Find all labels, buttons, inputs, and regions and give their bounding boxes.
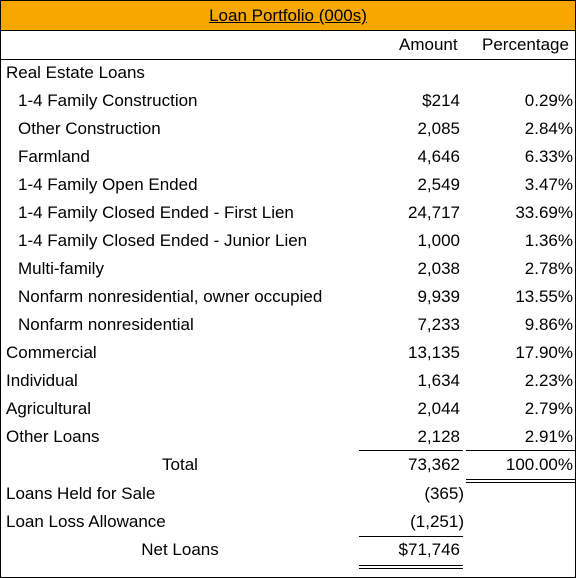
row-percentage: 1.36% xyxy=(524,231,573,250)
row-amount: 4,646 xyxy=(417,147,460,166)
table-row xyxy=(1,395,575,423)
row-label: Multi-family xyxy=(18,259,104,278)
loss-allowance-amount: (1,251) xyxy=(410,512,464,531)
row-percentage: 6.33% xyxy=(524,147,573,166)
row-label: 1-4 Family Construction xyxy=(18,91,198,110)
row-amount: 2,085 xyxy=(417,119,460,138)
row-amount: 9,939 xyxy=(417,287,460,306)
table-row xyxy=(1,339,575,367)
row-amount: 2,044 xyxy=(417,399,460,418)
table-row xyxy=(1,199,575,227)
net-loans-label: Net Loans xyxy=(141,540,219,559)
row-amount: 2,549 xyxy=(417,175,460,194)
row-percentage: 2.23% xyxy=(524,371,573,390)
row-label: 1-4 Family Closed Ended - Junior Lien xyxy=(18,231,308,250)
row-percentage: 3.47% xyxy=(524,175,573,194)
table-title-bar xyxy=(1,1,575,31)
row-percentage: 2.78% xyxy=(524,259,573,278)
row-label: Farmland xyxy=(18,147,90,166)
table-row xyxy=(1,311,575,339)
row-label: Real Estate Loans xyxy=(6,63,145,82)
net-loans-row xyxy=(1,536,575,564)
loss-allowance-label: Loan Loss Allowance xyxy=(6,512,166,531)
row-amount: 2,128 xyxy=(417,427,460,446)
row-label: 1-4 Family Closed Ended - First Lien xyxy=(18,203,294,222)
held-for-sale-row xyxy=(1,480,575,508)
row-label: Commercial xyxy=(6,343,97,362)
table-row xyxy=(1,227,575,255)
row-amount: 2,038 xyxy=(417,259,460,278)
table-row xyxy=(1,423,575,451)
row-amount: 1,634 xyxy=(417,371,460,390)
total-label: Total xyxy=(162,455,198,474)
row-percentage: 33.69% xyxy=(515,203,573,222)
held-for-sale-amount: (365) xyxy=(424,484,464,503)
table-row xyxy=(1,115,575,143)
total-percentage: 100.00% xyxy=(505,455,573,474)
row-percentage: 0.29% xyxy=(524,91,573,110)
row-percentage: 9.86% xyxy=(524,315,573,334)
row-percentage: 2.91% xyxy=(524,427,573,446)
row-percentage: 2.79% xyxy=(524,399,573,418)
row-amount: 24,717 xyxy=(408,203,460,222)
total-row xyxy=(1,451,575,479)
row-label: Other Construction xyxy=(18,119,161,138)
row-amount: 7,233 xyxy=(417,315,460,334)
row-percentage: 17.90% xyxy=(515,343,573,362)
table-row xyxy=(1,143,575,171)
loss-allowance-row xyxy=(1,508,575,536)
row-label: Other Loans xyxy=(6,427,100,446)
row-amount: 13,135 xyxy=(408,343,460,362)
table-title: Loan Portfolio (000s) xyxy=(209,6,367,25)
table-row xyxy=(1,283,575,311)
row-label: 1-4 Family Open Ended xyxy=(18,175,198,194)
row-label: Individual xyxy=(6,371,78,390)
net-loans-double-line xyxy=(359,565,463,569)
row-percentage: 2.84% xyxy=(524,119,573,138)
total-amount: 73,362 xyxy=(408,455,460,474)
table-row xyxy=(1,171,575,199)
held-for-sale-label: Loans Held for Sale xyxy=(6,484,156,503)
row-label: Nonfarm nonresidential xyxy=(18,315,194,334)
row-label: Agricultural xyxy=(6,399,92,418)
row-amount: $214 xyxy=(422,91,460,110)
net-loans-amount: $71,746 xyxy=(398,540,460,559)
percentage-column-header: Percentage xyxy=(482,35,569,54)
amount-column-header: Amount xyxy=(399,35,458,54)
table-row xyxy=(1,59,575,87)
table-row xyxy=(1,255,575,283)
row-percentage: 13.55% xyxy=(515,287,573,306)
row-amount: 1,000 xyxy=(417,231,460,250)
table-row xyxy=(1,367,575,395)
table-row xyxy=(1,87,575,115)
header-row xyxy=(1,31,575,59)
row-label: Nonfarm nonresidential, owner occupied xyxy=(18,287,323,306)
